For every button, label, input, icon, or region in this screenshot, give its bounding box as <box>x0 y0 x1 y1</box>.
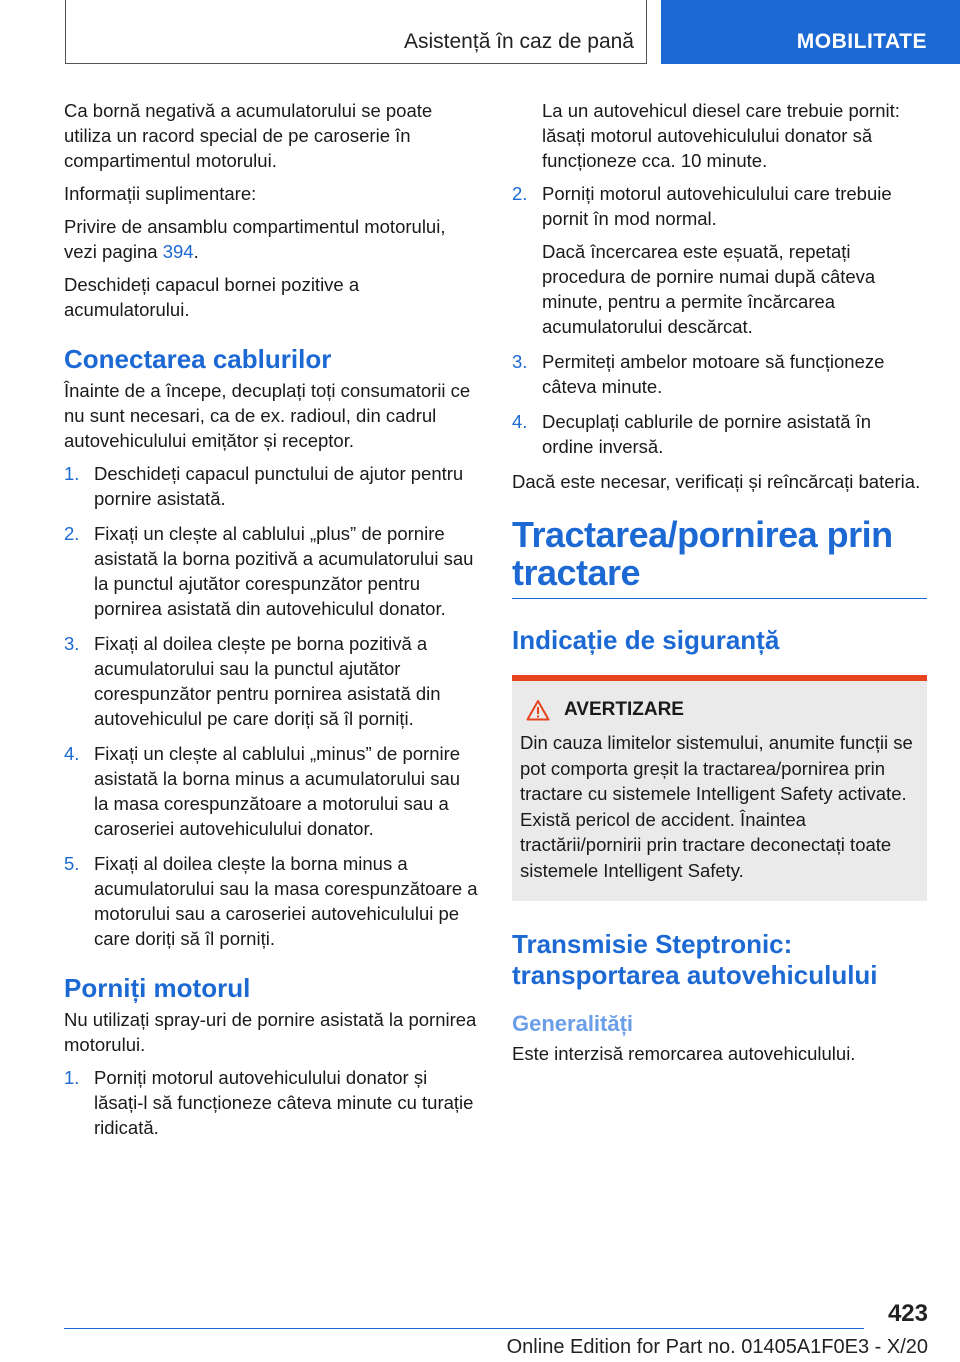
paragraph: Dacă este necesar, verificați și reîncărcați bateria. <box>512 471 921 492</box>
step-number: 5. <box>64 853 80 874</box>
paragraph: Înainte de a începe, decuplați toți consumatorii ce nu sunt necesari, ca de ex. radioul, din cadrul autovehiculului emițător și receptor. <box>64 380 471 451</box>
step-number: 1. <box>64 1067 80 1088</box>
step-text: Fixați al doilea clește pe borna pozitivă a acumulatorului sau la punctul ajutător corespunzător pentru pornirea asistată din autovehiculul pe care doriți să îl porniți. <box>94 633 441 729</box>
warning-triangle-icon <box>526 699 550 721</box>
right-column <box>512 98 927 1074</box>
list-item <box>64 1065 479 1140</box>
warning-label: AVERTIZARE <box>564 699 684 720</box>
left-column <box>64 98 479 1150</box>
heading-porniti-motorul: Porniți motorul <box>64 973 251 1003</box>
paragraph: Ca bornă negativă a acumulatorului se poate utiliza un racord special de pe caroserie în compartimentul motorului. <box>64 100 433 171</box>
steps-list <box>64 1065 479 1140</box>
list-item <box>64 461 479 511</box>
step-number: 4. <box>512 411 528 432</box>
step-text: Fixați un clește al cablului „plus” de pornire asistată la borna pozitivă a acumulatorului sau la punctul ajutător corespunzător pentru pornirea asistată din autovehiculul donator. <box>94 523 474 619</box>
steps-list <box>64 461 479 951</box>
footer-divider <box>64 1328 864 1329</box>
steps-list <box>512 181 927 459</box>
step-number: 2. <box>512 183 528 204</box>
heading-transmisie-steptronic: Transmisie Steptronic: transportarea autovehiculului <box>512 929 878 990</box>
step-text: Permiteți ambelor motoare să funcționeze câteva minute. <box>542 351 885 397</box>
warning-title <box>526 697 919 722</box>
step-text: Porniți motorul autovehiculului care trebuie pornit în mod normal. <box>542 183 892 229</box>
list-item <box>512 181 927 339</box>
heading-generalitati: Generalități <box>512 1011 634 1036</box>
heading-conectarea-cablurilor: Conectarea cablurilor <box>64 344 332 374</box>
header-section-title: Asistență în caz de pană <box>404 30 634 53</box>
paragraph: Nu utilizați spray-uri de pornire asistată la pornirea motorului. <box>64 1009 477 1055</box>
step-text: Deschideți capacul punctului de ajutor pentru pornire asistată. <box>94 463 464 509</box>
heading-indicatie-siguranta: Indicație de siguranță <box>512 625 780 655</box>
warning-text: Din cauza limitelor sistemului, anumite funcții se pot comporta greșit la tractarea/pornirea prin tractare cu sistemele Intelligent Safety activate. Există pericol de accident. Înaintea tractării/pornirii prin tractare deconectați toate sistemele Intelligent Safety. <box>520 732 913 881</box>
step-number: 3. <box>512 351 528 372</box>
page-link[interactable]: 394 <box>162 241 194 262</box>
footer <box>0 1336 960 1359</box>
step-text: Porniți motorul autovehiculului donator și lăsați-l să funcționeze câteva minute cu turație ridicată. <box>94 1067 474 1138</box>
step-number: 3. <box>64 633 80 654</box>
paragraph: Privire de ansamblu compartimentul motorului, vezi pagina 394. <box>64 216 446 262</box>
heading-tractarea: Tractarea/pornirea prin tractare <box>512 516 927 599</box>
step-note: Dacă încercarea este eșuată, repetați procedura de pornire numai după câteva minute, pentru a permite încărcarea acumulatorului descărcat. <box>542 241 876 337</box>
step-text: Fixați al doilea clește la borna minus a acumulatorului sau la masa corespunzătoare a motorului sau a caroseriei autovehiculului pe care doriți să îl porniți. <box>94 853 478 949</box>
step-continuation: La un autovehicul diesel care trebuie pornit: lăsați motorul autovehiculului donator să funcționeze cca. 10 minute. <box>542 100 900 171</box>
header-chapter-tab[interactable] <box>661 0 960 64</box>
list-item <box>64 521 479 621</box>
step-number: 4. <box>64 743 80 764</box>
header-section <box>65 0 647 64</box>
footer-text: Online Edition for Part no. 01405A1F0E3 - X/20 <box>506 1336 928 1358</box>
paragraph: Informații suplimentare: <box>64 183 257 204</box>
list-item <box>64 741 479 841</box>
step-number: 2. <box>64 523 80 544</box>
warning-box <box>512 675 927 901</box>
list-item <box>512 349 927 399</box>
step-number: 1. <box>64 463 80 484</box>
step-text: Decuplați cablurile de pornire asistată în ordine inversă. <box>542 411 872 457</box>
paragraph: Este interzisă remorcarea autovehiculului. <box>512 1043 856 1064</box>
list-item <box>64 631 479 731</box>
header-chapter-label: MOBILITATE <box>796 30 927 53</box>
paragraph: Deschideți capacul bornei pozitive a acumulatorului. <box>64 274 360 320</box>
list-item <box>512 409 927 459</box>
page-number: 423 <box>887 1300 928 1327</box>
list-item <box>64 851 479 951</box>
step-text: Fixați un clește al cablului „minus” de pornire asistată la borna minus a acumulatorului sau la masa corespunzătoare a motorului sau a caroseriei autovehiculului donator. <box>94 743 461 839</box>
